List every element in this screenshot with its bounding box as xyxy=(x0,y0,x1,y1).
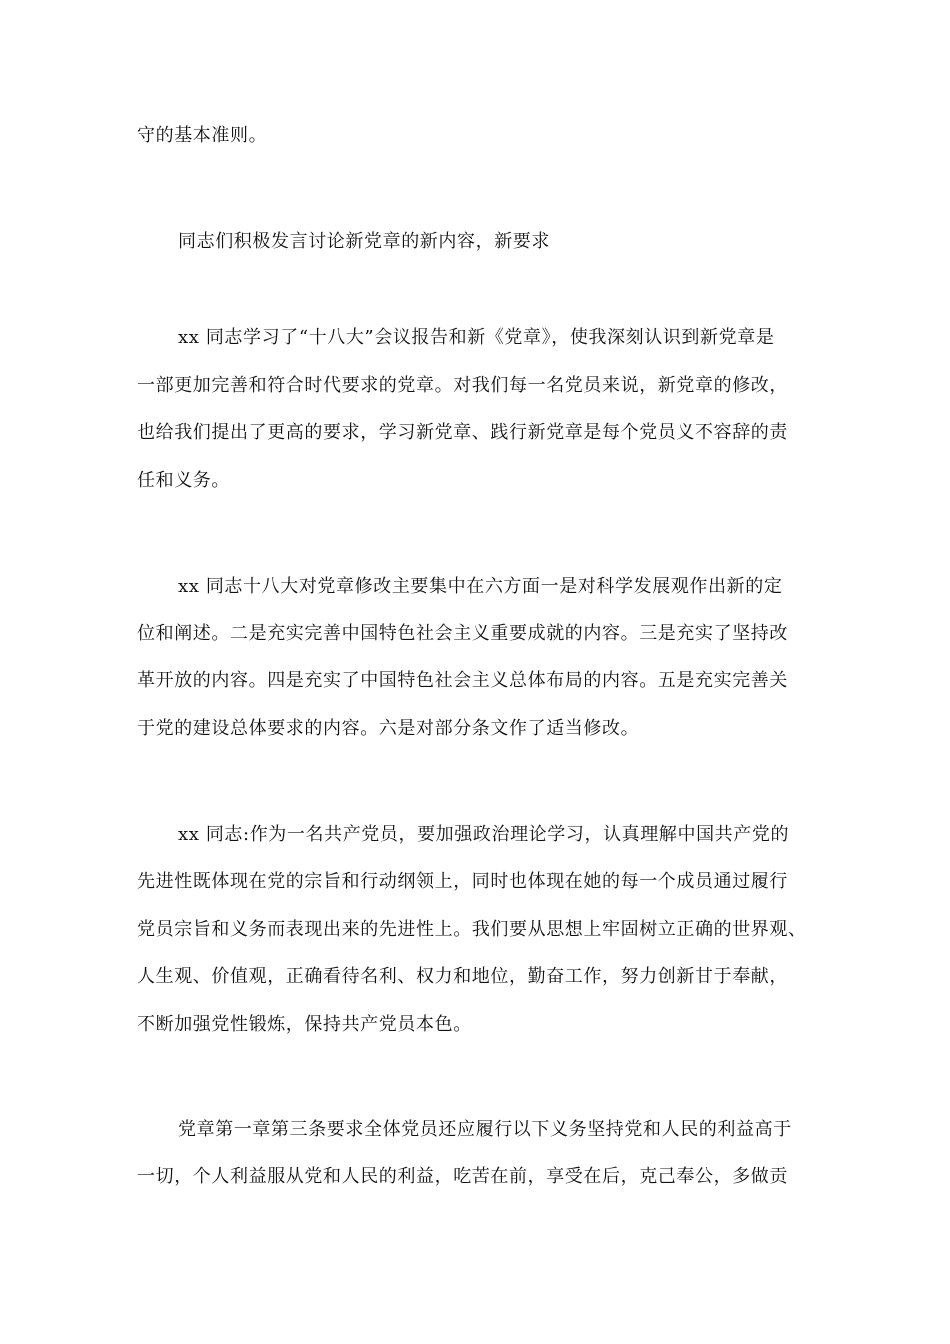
text-line: 于党的建设总体要求的内容。六是对部分条文作了适当修改。 xyxy=(137,718,640,739)
text-line: 守的基本准则。 xyxy=(137,125,268,146)
text-line: 一部更加完善和符合时代要求的党章。对我们每一名党员来说，新党章的修改， xyxy=(137,375,788,396)
text-line: 也给我们提出了更高的要求，学习新党章、践行新党章是每个党员义不容辞的责 xyxy=(137,422,788,443)
text-line: 同志们积极发言讨论新党章的新内容，新要求 xyxy=(178,231,550,252)
text-line: 先进性既体现在党的宗旨和行动纲领上，同时也体现在她的每一个成员通过履行 xyxy=(137,871,788,892)
text-line: xx 同志:作为一名共产党员，要加强政治理论学习，认真理解中国共产党的 xyxy=(178,824,790,845)
text-line: xx 同志学习了“十八大”会议报告和新《党章》，使我深刻认识到新党章是 xyxy=(178,327,775,348)
text-line: 革开放的内容。四是充实了中国特色社会主义总体布局的内容。五是充实完善关 xyxy=(137,670,788,691)
text-line: 一切，个人利益服从党和人民的利益，吃苦在前，享受在后，克己奉公，多做贡 xyxy=(137,1166,788,1187)
text-line: 位和阐述。二是充实完善中国特色社会主义重要成就的内容。三是充实了坚持改 xyxy=(137,623,788,644)
text-line: 不断加强党性锻炼，保持共产党员本色。 xyxy=(137,1014,472,1035)
text-line: 党章第一章第三条要求全体党员还应履行以下义务坚持党和人民的利益高于 xyxy=(178,1119,792,1140)
text-line: 党员宗旨和义务而表现出来的先进性上。我们要从思想上牢固树立正确的世界观、 xyxy=(137,919,807,940)
text-line: 人生观、价值观，正确看待名利、权力和地位，勤奋工作，努力创新甘于奉献， xyxy=(137,966,788,987)
text-line: 任和义务。 xyxy=(137,470,230,491)
text-line: xx 同志十八大对党章修改主要集中在六方面一是对科学发展观作出新的定 xyxy=(178,576,783,597)
